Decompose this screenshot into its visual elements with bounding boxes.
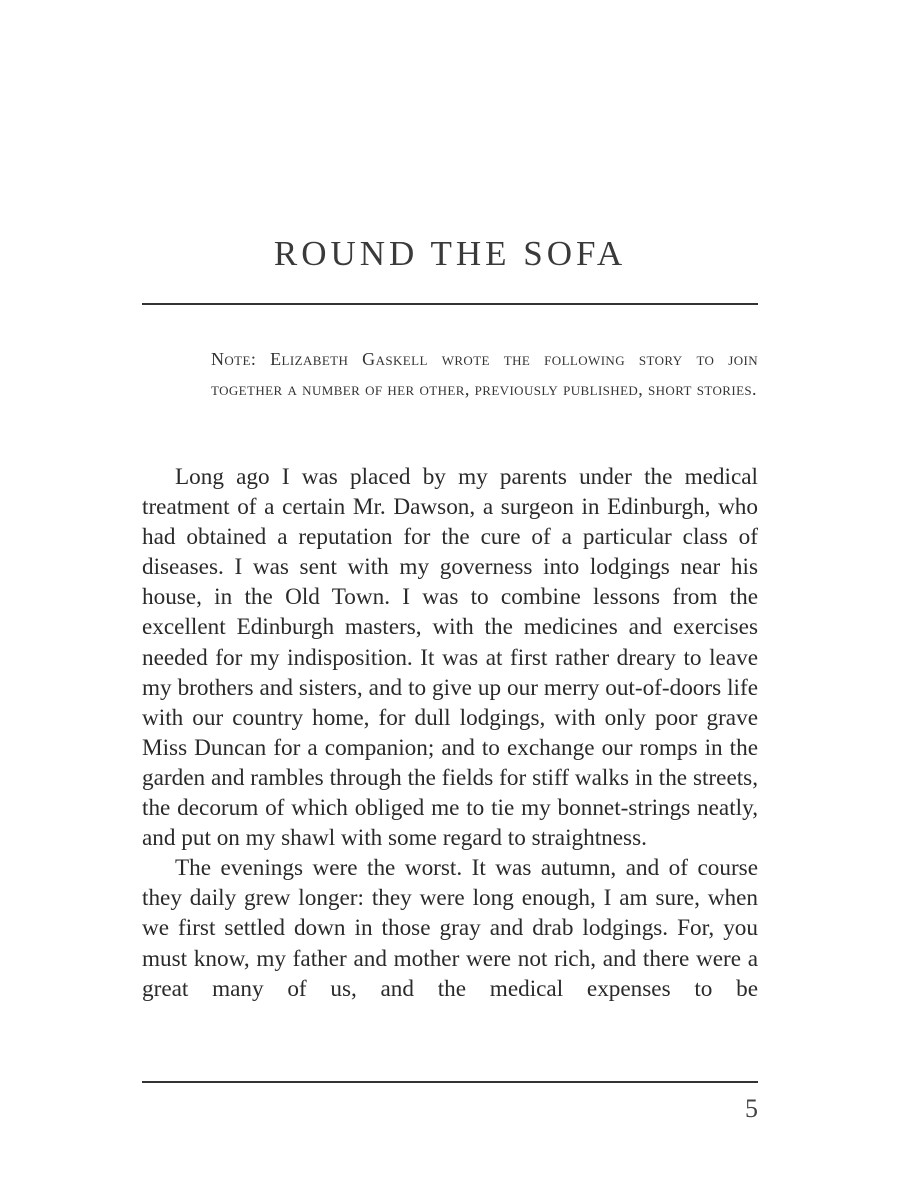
paragraph: Long ago I was placed by my parents under the medical treatment of a certain Mr. Dawson, a surgeon in Edinburgh, who had obtained a reputation for the cure of a particular class of diseases. I was sent with my governess into lodgings near his house, in the Old Town. I was to combine lessons from the excellent Edinburgh masters, with the medicines and exercises needed for my indisposition. It was at first rather dreary to leave my brothers and sisters, and to give up our merry out-of-doors life with our country home, for dull lodgings, with only poor grave Miss Duncan for a companion; and to exchange our romps in the garden and rambles through the fields for stiff walks in the streets, the decorum of which obliged me to tie my bonnet-strings neatly, and put on my shawl with some regard to straightness.: [142, 464, 758, 852]
body-text: [142, 462, 758, 1004]
title-rule: [142, 303, 758, 305]
paragraph: The evenings were the worst. It was autumn, and of course they daily grew longer: they were long enough, I am sure, when we first settled down in those gray and drab lodgings. For, you must know, my father and mother were not rich, and there were a great many of us, and the medical expenses to be: [142, 855, 758, 1002]
page-number: 5: [745, 1094, 758, 1123]
footer-rule: [142, 1081, 758, 1083]
editor-note: Note: Elizabeth Gaskell wrote the following story to join together a number of her other, previously published, short stories.: [211, 349, 758, 399]
chapter-title: ROUND THE SOFA: [273, 234, 627, 273]
